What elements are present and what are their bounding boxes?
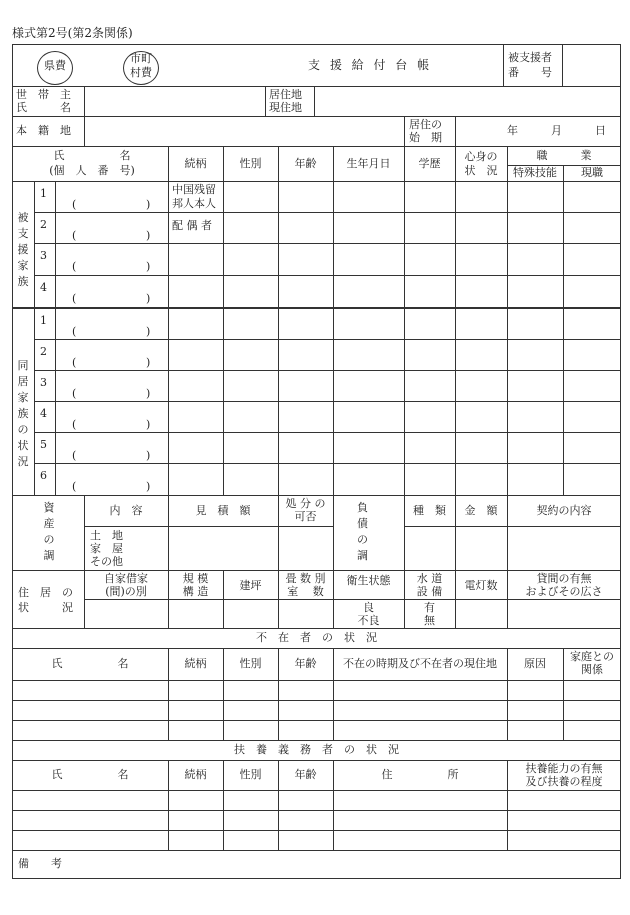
own-rent-header: 自家借家 (間)の別 (104, 572, 148, 598)
assets-content-header: 内 容 (109, 504, 143, 517)
cohabiting-family-row-number: 5 (40, 438, 47, 451)
individual-number-paren-open: ( (72, 449, 77, 462)
cohabiting-family-name-field[interactable] (57, 372, 167, 400)
supported-family-name-field[interactable] (57, 214, 167, 242)
absent-age-header: 年齢 (294, 657, 317, 670)
line (455, 116, 456, 146)
birthdate-header: 生年月日 (346, 157, 391, 170)
housing-label: 住 居 の 状 況 (18, 586, 73, 614)
support-ability-header: 扶養能力の有無 及び扶養の程度 (525, 762, 603, 788)
supported-family-row-number: 4 (40, 281, 47, 294)
relation-spouse: 配 偶 者 (172, 219, 212, 232)
water-header: 水 道 設 備 (416, 572, 443, 598)
individual-number-paren-open: ( (72, 198, 77, 211)
line (12, 648, 621, 649)
cohabiting-family-row-number: 4 (40, 407, 47, 420)
residence-start-label: 居住の 始 期 (409, 118, 442, 144)
line (278, 146, 279, 495)
debt-kind-header: 種 類 (413, 504, 446, 517)
water-options: 有 無 (424, 601, 435, 627)
rental-header: 貸間の有無 およびその広さ (525, 572, 603, 598)
cohabiting-family-name-field[interactable] (57, 403, 167, 431)
residence-start-date: 年 月 日 (507, 124, 606, 137)
mental-physical-header: 心身の 状 況 (464, 150, 498, 177)
individual-number-paren-open: ( (72, 480, 77, 493)
line (84, 526, 333, 527)
municipality-seal-label: 市町 村費 (130, 52, 152, 79)
individual-number-paren-open: ( (72, 418, 77, 431)
line (34, 275, 621, 276)
assets-disposal-header: 処 分 の 可否 (285, 497, 326, 523)
assets-estimate-header: 見 積 額 (195, 504, 251, 517)
line (12, 628, 621, 629)
line (404, 526, 621, 527)
cohabiting-family-name-field[interactable] (57, 341, 167, 369)
individual-number-paren-close: ) (146, 418, 151, 431)
support-sex-header: 性別 (239, 768, 262, 781)
cohabiting-family-row-number: 1 (40, 314, 47, 327)
individual-number-paren-close: ) (146, 356, 151, 369)
line (333, 146, 334, 495)
supported-family-row-number: 3 (40, 249, 47, 262)
absent-relation-header: 続柄 (184, 657, 207, 670)
relation-self: 中国残留 邦人本人 (172, 183, 216, 210)
line (503, 44, 504, 86)
line (12, 790, 621, 791)
line (34, 401, 621, 402)
cohabiting-family-label: 同居家族の状況 (17, 359, 29, 468)
age-header: 年齢 (294, 157, 317, 170)
line (314, 86, 315, 116)
line (12, 116, 621, 117)
form-number: 様式第2号(第2条関係) (12, 26, 133, 40)
cohabiting-family-row-number: 3 (40, 376, 47, 389)
line (168, 146, 169, 495)
sex-header: 性別 (239, 157, 262, 170)
remarks-label: 備 考 (18, 857, 62, 870)
line (34, 432, 621, 433)
support-address-header: 住 所 (381, 768, 459, 781)
line (84, 599, 621, 600)
individual-number-paren-open: ( (72, 229, 77, 242)
sanitation-header: 衛生状態 (346, 574, 391, 587)
line (404, 116, 405, 146)
residence-label: 居住地 現住地 (269, 88, 302, 114)
line (12, 570, 621, 571)
individual-number-paren-open: ( (72, 387, 77, 400)
line (12, 810, 621, 811)
absent-reason-header: 原因 (524, 657, 546, 670)
individual-number-paren-close: ) (146, 325, 151, 338)
line (12, 830, 621, 831)
line (12, 720, 621, 721)
individual-number-paren-close: ) (146, 260, 151, 273)
lights-header: 電灯数 (464, 579, 498, 592)
scale-header: 規 模 構 造 (182, 572, 209, 598)
name-header: 氏 名 (個 人 番 号) (49, 149, 135, 177)
border-bottom (12, 878, 621, 879)
individual-number-paren-close: ) (146, 387, 151, 400)
individual-number-paren-close: ) (146, 449, 151, 462)
line (12, 86, 621, 87)
absent-period-header: 不在の時期及び不在者の現住地 (343, 657, 497, 670)
current-job-header: 現職 (581, 166, 603, 179)
support-title: 扶 養 義 務 者 の 状 況 (234, 743, 399, 756)
line (34, 339, 621, 340)
line (12, 700, 621, 701)
support-relation-header: 続柄 (184, 768, 207, 781)
line (562, 44, 563, 86)
line (507, 146, 508, 495)
support-age-header: 年齢 (294, 768, 317, 781)
education-header: 学歴 (418, 157, 441, 170)
cohabiting-family-row-number: 6 (40, 469, 47, 482)
individual-number-paren-close: ) (146, 198, 151, 211)
domicile-label: 本 籍 地 (16, 124, 71, 137)
recipient-number-field[interactable] (564, 48, 618, 84)
line (34, 370, 621, 371)
household-head-field[interactable] (86, 88, 263, 114)
line (34, 212, 621, 213)
page-title: 支 援 給 付 台 帳 (308, 58, 433, 72)
residence-field[interactable] (316, 88, 618, 114)
relation-header: 続柄 (184, 157, 207, 170)
line (12, 680, 621, 681)
special-skill-header: 特殊技能 (513, 166, 557, 179)
line (563, 165, 564, 495)
line (34, 181, 35, 495)
asset-items: 土 地 家 屋 その他 (90, 529, 123, 568)
line (34, 463, 621, 464)
supported-family-row-number: 1 (40, 187, 47, 200)
individual-number-paren-open: ( (72, 260, 77, 273)
line (12, 181, 621, 182)
line (333, 495, 334, 570)
cohabiting-family-name-field[interactable] (57, 310, 167, 338)
line (265, 86, 266, 116)
line (455, 146, 456, 495)
cohabiting-family-name-field[interactable] (57, 434, 167, 462)
floor-area-header: 建坪 (239, 579, 262, 592)
debt-contract-header: 契約の内容 (536, 504, 592, 517)
line (12, 146, 621, 147)
line (34, 243, 621, 244)
line (55, 181, 56, 495)
individual-number-paren-close: ) (146, 480, 151, 493)
line (223, 146, 224, 495)
support-name-header: 氏 名 (51, 768, 129, 781)
sanitation-options: 良 不良 (357, 601, 380, 627)
supported-family-label: 被支援家族 (17, 211, 29, 288)
individual-number-paren-open: ( (72, 292, 77, 305)
line (12, 850, 621, 851)
individual-number-paren-open: ( (72, 356, 77, 369)
debt-amount-header: 金 額 (464, 504, 498, 517)
absent-family-relation-header: 家庭との 関係 (570, 650, 614, 676)
line (404, 146, 405, 495)
cohabiting-family-row-number: 2 (40, 345, 47, 358)
line (12, 760, 621, 761)
line (12, 740, 621, 741)
absent-sex-header: 性別 (239, 657, 262, 670)
individual-number-paren-close: ) (146, 292, 151, 305)
prefecture-seal-label: 県費 (44, 59, 66, 72)
domicile-field[interactable] (86, 118, 402, 144)
occupation-header: 職 業 (536, 149, 592, 162)
absent-name-header: 氏 名 (51, 657, 129, 670)
assets-label: 資 産 の 調 (43, 501, 55, 562)
line (12, 307, 621, 309)
recipient-number-label: 被支援者 番 号 (508, 51, 552, 79)
individual-number-paren-close: ) (146, 229, 151, 242)
cohabiting-family-name-field[interactable] (57, 465, 167, 493)
border-top (12, 44, 621, 45)
household-head-label: 世 帯 主 氏 名 (16, 88, 71, 114)
supported-family-name-field[interactable] (57, 277, 167, 305)
line (12, 495, 621, 496)
supported-family-name-field[interactable] (57, 245, 167, 273)
supported-family-name-field[interactable] (57, 183, 167, 211)
individual-number-paren-open: ( (72, 325, 77, 338)
absent-title: 不 在 者 の 状 況 (256, 631, 377, 644)
tatami-header: 畳 数 別 室 数 (285, 572, 326, 598)
debt-label: 負 債 の 調 (357, 501, 368, 562)
supported-family-row-number: 2 (40, 218, 47, 231)
